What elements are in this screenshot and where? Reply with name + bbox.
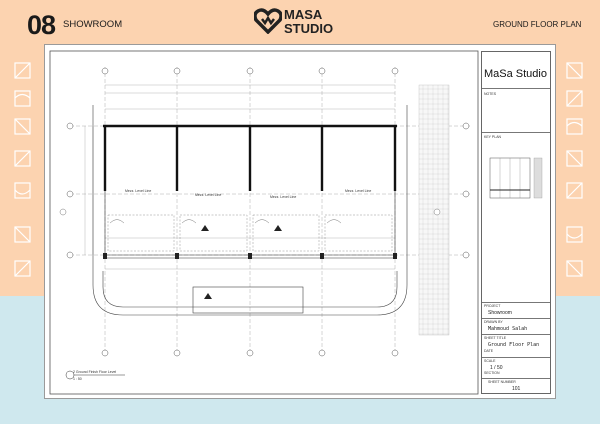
divider [482,302,550,303]
view-title: 2 Ground Finish Floor Level [73,370,117,374]
project-label: PROJECT [484,304,501,308]
deco-icon [566,62,583,79]
deco-icon [14,182,31,199]
sheet-number-label: SHEET NUMBER [488,380,516,384]
deco-icon [14,226,31,243]
notes-label: NOTES [484,92,497,96]
divider [482,132,550,133]
project-name: Showroom [488,310,512,316]
mezz-level-label: Mezz. Level Line [195,193,222,197]
key-plan-image [486,152,548,212]
divider [482,88,550,89]
date-label: DATE [484,349,494,353]
key-plan-label: KEY PLAN [484,135,502,139]
sheet-number: 101 [512,386,521,392]
deco-icon [566,182,583,199]
deco-icon [566,118,583,135]
deco-icon [14,118,31,135]
sheet-title-label: SHEET TITLE [484,336,507,340]
deco-icon [14,62,31,79]
deco-icon [14,90,31,107]
deco-icon [14,260,31,277]
heart-logo-icon [254,8,282,34]
view-scale: 1 : 50 [73,377,82,381]
sheet-heading: GROUND FLOOR PLAN [493,20,582,29]
scale-value: 1 / 50 [490,365,503,371]
brand-line-1: MASA [284,7,323,22]
studio-name: MaSa Studio [484,68,547,80]
mezz-level-label: Mezz. Level Line [345,189,372,193]
deco-icon [566,260,583,277]
section-label: SECTION [484,371,500,375]
drawing-sheet [44,44,556,399]
mezz-level-label: Mezz. Level Line [270,195,297,199]
deco-icon [566,90,583,107]
scale-label: SCALE [484,359,496,363]
deco-icon [566,150,583,167]
deco-icon [566,226,583,243]
divider [482,318,550,319]
drawn-by: Mahmoud Salah [488,326,528,332]
brand-logo [254,6,364,40]
divider [482,357,550,358]
brand-line-2: STUDIO [284,21,334,36]
page-title: SHOWROOM [63,19,123,30]
page-number: 08 [27,10,56,40]
mezz-level-label: Mezz. Level Line [125,189,152,193]
sheet-title: Ground Floor Plan [488,342,540,348]
divider [482,378,550,379]
deco-icon [14,150,31,167]
title-block [481,51,551,394]
drawn-by-label: DRAWN BY [484,320,503,324]
divider [482,334,550,335]
